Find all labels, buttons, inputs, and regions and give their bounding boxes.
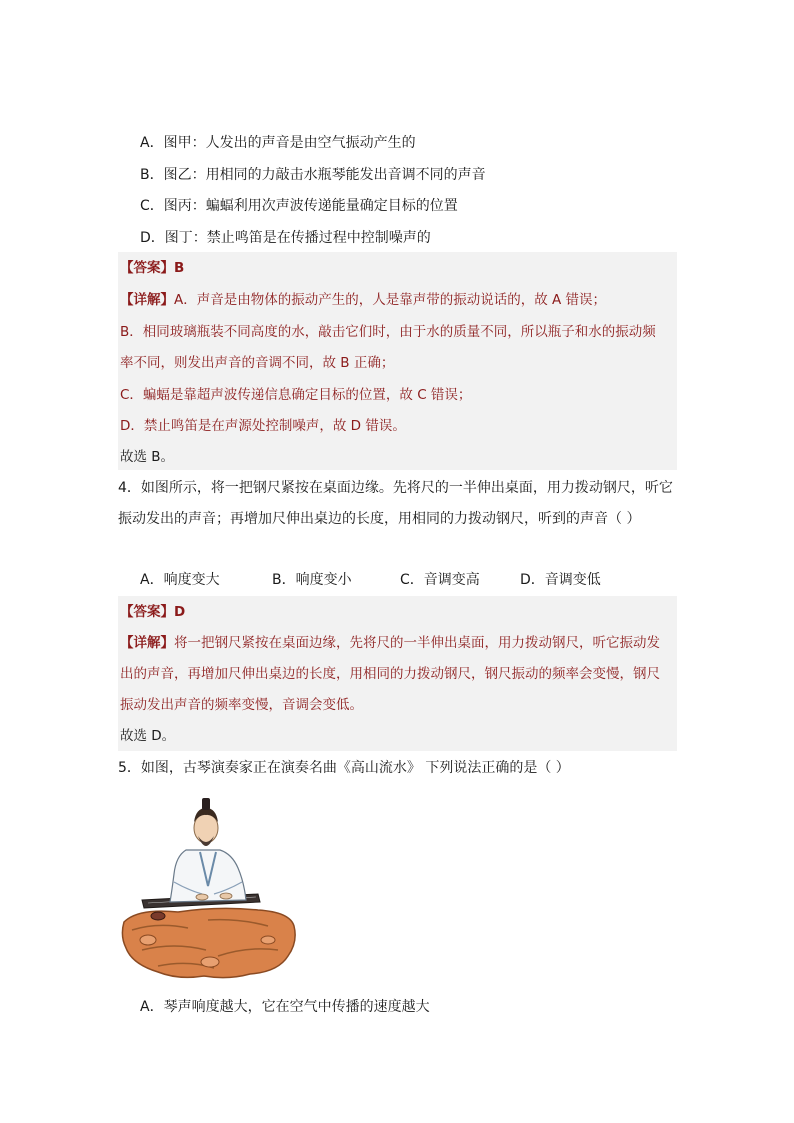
q4-option-b: B．响度变小 bbox=[272, 572, 352, 588]
q3-answer-block bbox=[118, 252, 677, 470]
q4-option-a: A．响度变大 bbox=[140, 572, 220, 588]
detail-tag: 【详解】 bbox=[120, 635, 174, 651]
detail-tag: 【详解】 bbox=[120, 292, 174, 308]
q3-option-d: D．图丁：禁止鸣笛是在传播过程中控制噪声的 bbox=[140, 230, 431, 246]
q3-detail-line-4: C．蝙蝠是靠超声波传递信息确定目标的位置，故 C 错误； bbox=[120, 387, 472, 403]
q5-option-a: A．琴声响度越大，它在空气中传播的速度越大 bbox=[140, 999, 430, 1015]
q4-stem-line-1: 4．如图所示，将一把钢尺紧按在桌面边缘。先将尺的一半伸出桌面，用力拨动钢尺，听它 bbox=[118, 480, 673, 496]
q4-answer-block bbox=[118, 596, 677, 751]
q4-option-d: D．音调变低 bbox=[520, 572, 601, 588]
detail-text: 将一把钢尺紧按在桌面边缘，先将尺的一半伸出桌面，用力拨动钢尺，听它振动发 bbox=[174, 635, 660, 651]
q3-detail-line-2: B．相同玻璃瓶装不同高度的水，敲击它们时，由于水的质量不同，所以瓶子和水的振动频 bbox=[120, 324, 656, 340]
q3-option-b: B．图乙：用相同的力敲击水瓶琴能发出音调不同的声音 bbox=[140, 167, 486, 183]
q4-detail-line-1 bbox=[120, 633, 660, 653]
q3-answer-line bbox=[120, 258, 184, 278]
answer-tag: 【答案】 bbox=[120, 260, 174, 276]
q4-answer-line bbox=[120, 602, 185, 622]
detail-text: A．声音是由物体的振动产生的，人是靠声带的振动说话的，故 A 错误； bbox=[174, 292, 607, 308]
answer-tag: 【答案】 bbox=[120, 604, 174, 620]
q4-conclusion: 故选 D。 bbox=[120, 728, 176, 744]
q3-detail-line-3: 率不同，则发出声音的音调不同，故 B 正确； bbox=[120, 355, 395, 371]
q3-option-a: A．图甲：人发出的声音是由空气振动产生的 bbox=[140, 135, 416, 151]
q3-detail-line-5: D．禁止鸣笛是在声源处控制噪声，故 D 错误。 bbox=[120, 418, 406, 434]
q4-option-c: C．音调变高 bbox=[400, 572, 480, 588]
q4-detail-line-2: 出的声音，再增加尺伸出桌边的长度，用相同的力拨动钢尺，钢尺振动的频率会变慢，钢尺 bbox=[120, 666, 660, 682]
q3-option-c: C．图丙：蝙蝠利用次声波传递能量确定目标的位置 bbox=[140, 198, 458, 214]
q3-detail-line-1 bbox=[120, 290, 606, 310]
q4-detail-line-3: 振动发出声音的频率变慢，音调会变低。 bbox=[120, 697, 363, 713]
guqin-player-illustration bbox=[118, 790, 298, 980]
answer-value: D bbox=[174, 604, 186, 620]
q5-stem: 5．如图，古琴演奏家正在演奏名曲《高山流水》 下列说法正确的是（ ） bbox=[118, 760, 570, 776]
q3-conclusion: 故选 B。 bbox=[120, 449, 175, 465]
q4-stem-line-2: 振动发出的声音；再增加尺伸出桌边的长度，用相同的力拨动钢尺，听到的声音（ ） bbox=[118, 511, 641, 527]
answer-value: B bbox=[174, 260, 185, 276]
